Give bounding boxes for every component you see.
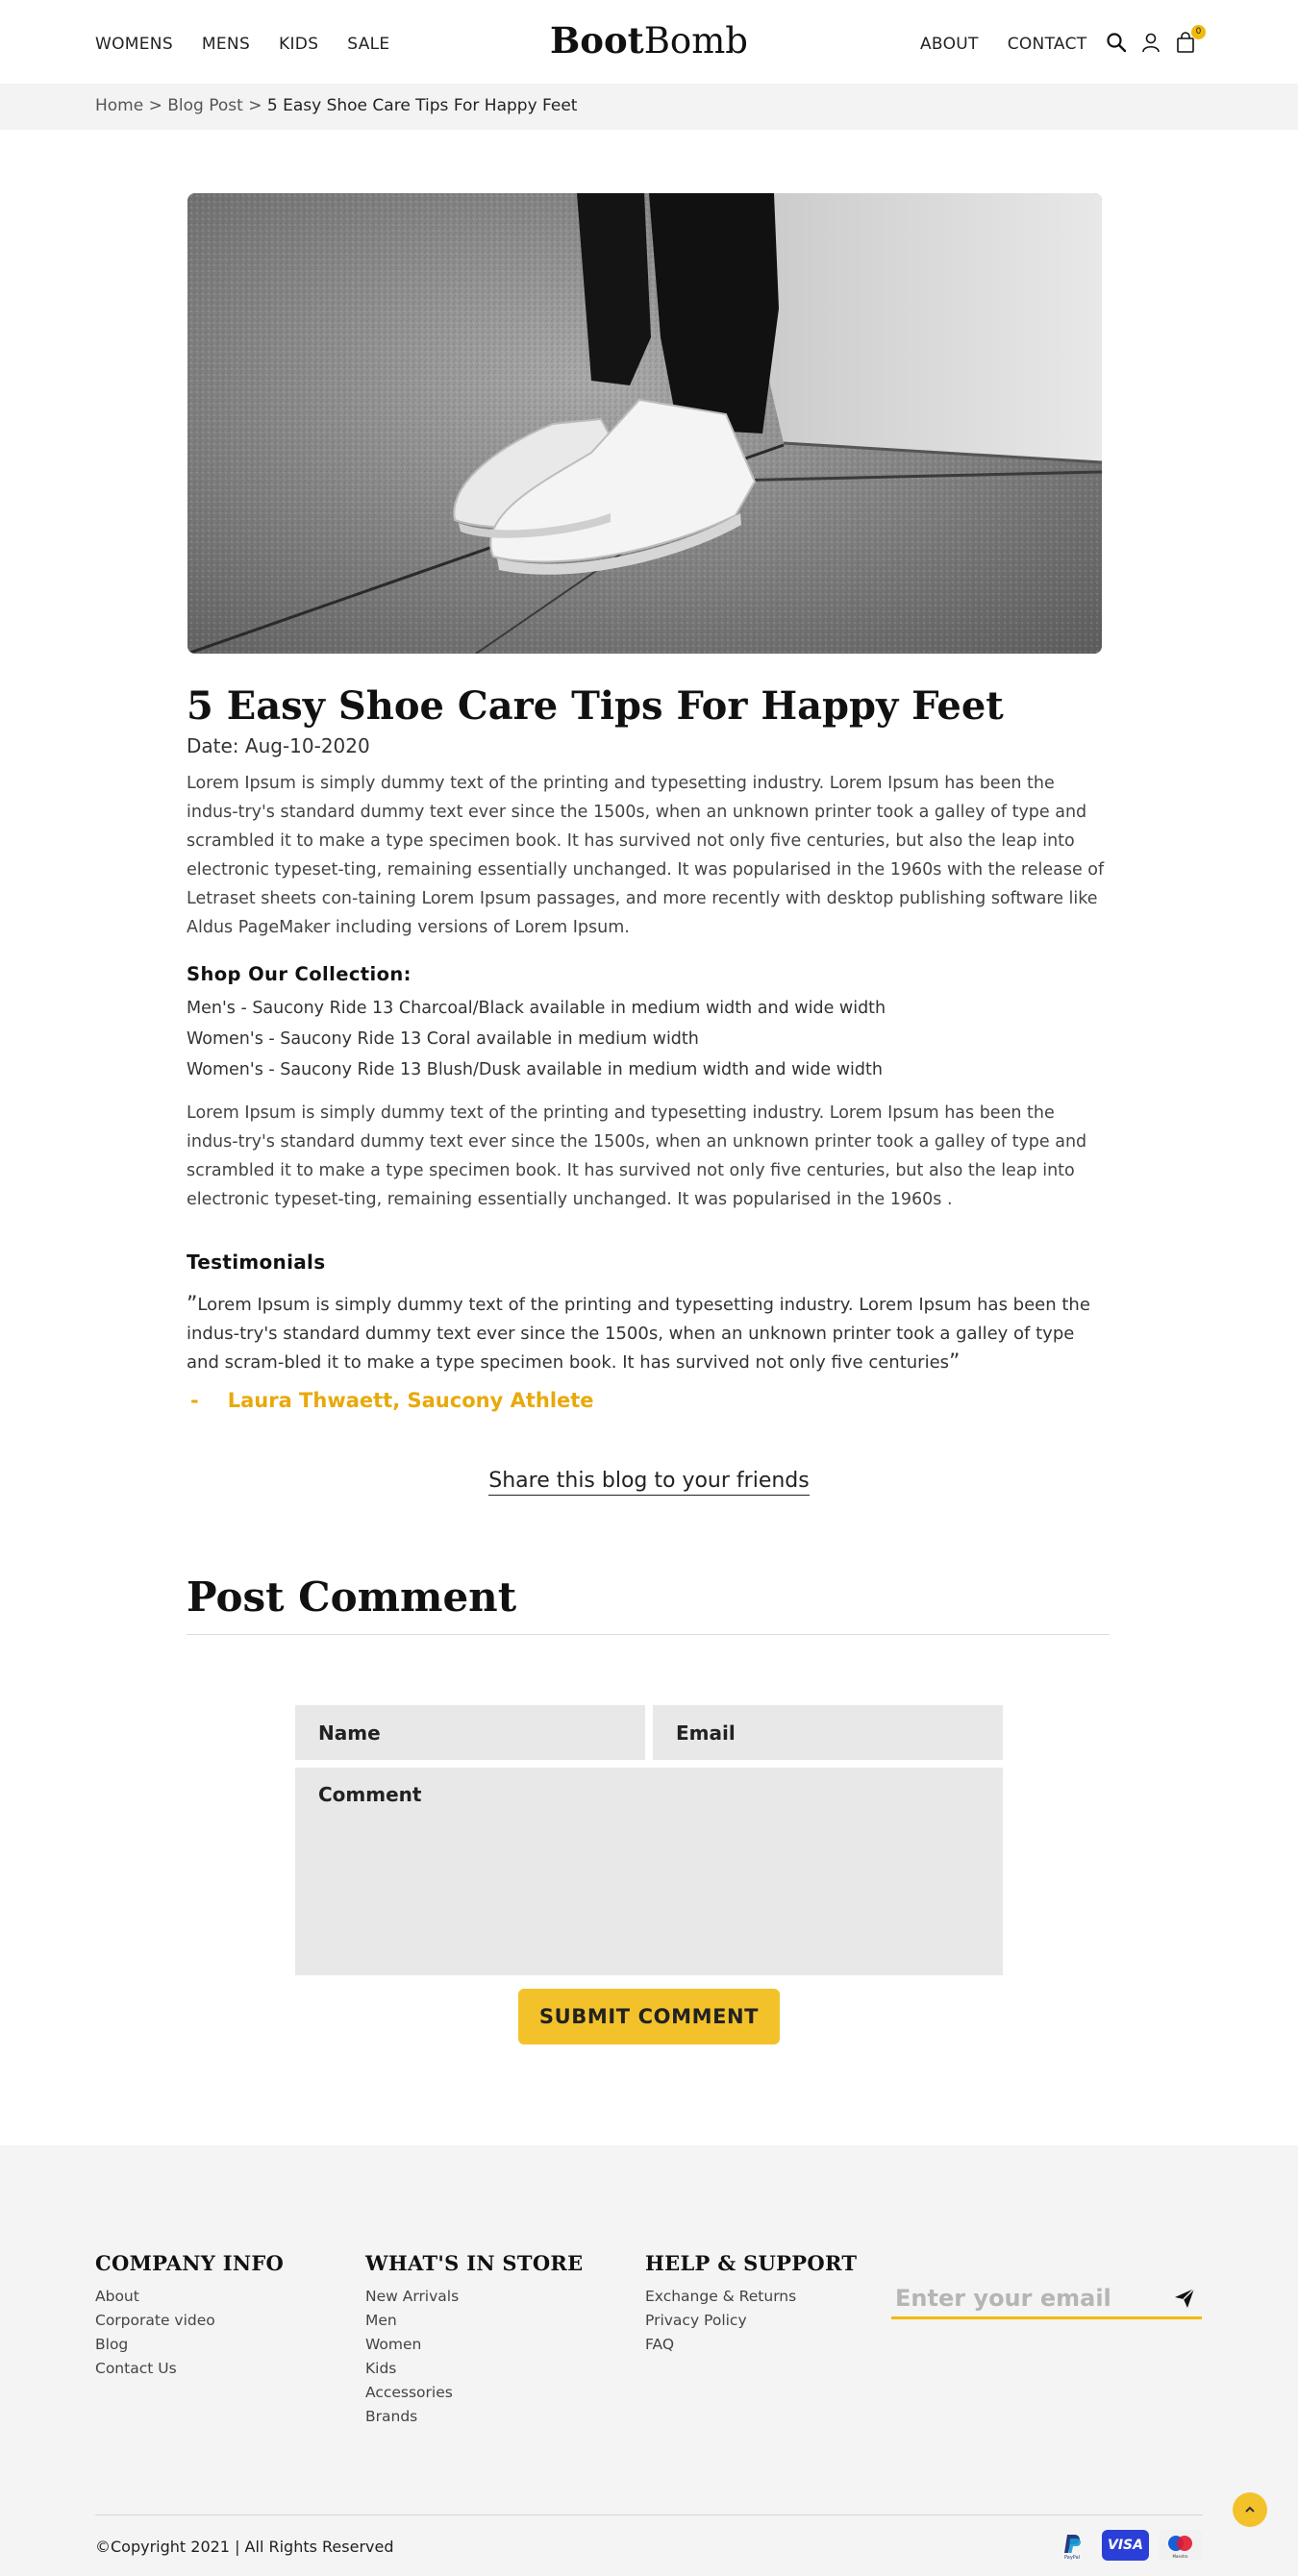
collection-item: Women's - Saucony Ride 13 Coral available in medium width <box>187 1029 699 1049</box>
breadcrumb <box>0 84 1298 130</box>
footer-link-men[interactable]: Men <box>365 2312 397 2329</box>
hero-image <box>187 193 1102 654</box>
breadcrumb-home[interactable]: Home <box>95 96 144 115</box>
cart-count-badge: 0 <box>1191 25 1206 39</box>
newsletter-form <box>891 2279 1202 2319</box>
footer-heading: COMPANY INFO <box>95 2251 285 2275</box>
footer-link-new-arrivals[interactable]: New Arrivals <box>365 2288 460 2305</box>
blog-article <box>187 681 1110 1412</box>
footer-link-kids[interactable]: Kids <box>365 2360 397 2377</box>
nav-mens[interactable]: MENS <box>201 35 251 54</box>
footer-link-brands[interactable]: Brands <box>365 2408 418 2425</box>
collection-list <box>187 993 1110 1085</box>
nav-about[interactable]: ABOUT <box>920 35 979 54</box>
footer-company-column <box>95 2251 284 2381</box>
footer-help-column <box>645 2251 857 2357</box>
logo-rest: Bomb <box>643 20 748 62</box>
article-date: Date: Aug-10-2020 <box>187 734 370 757</box>
quote-close-mark: ” <box>949 1350 961 1375</box>
nav-womens[interactable]: WOMENS <box>95 35 173 54</box>
maestro-icon <box>1159 2530 1202 2561</box>
site-logo[interactable] <box>0 19 1298 62</box>
testimonials-heading: Testimonials <box>187 1251 326 1274</box>
breadcrumb-separator: > <box>248 96 262 115</box>
article-paragraph: Lorem Ipsum is simply dummy text of the printing and typesetting industry. Lorem Ipsum has been the indus-try's standard dummy text ever since the 1500s, when an unknown printer took a galley of type and scrambled it to make a type specimen book. It has survived not only five centuries, but also the leap into electronic typeset-ting, remaining essentially unchanged. It was popularised in the 1960s with the release of Letraset sheets con-taining Lorem Ipsum passages, and more recently with desktop publishing software like Aldus PageMaker including versions of Lorem Ipsum. <box>187 774 1105 937</box>
name-field[interactable] <box>295 1705 645 1760</box>
footer-heading: WHAT'S IN STORE <box>365 2251 584 2275</box>
paypal-label: PayPal <box>1063 2555 1081 2561</box>
site-footer <box>0 2145 1298 2576</box>
breadcrumb-separator: > <box>148 96 162 115</box>
author-name: Laura Thwaett, Saucony Athlete <box>227 1389 594 1412</box>
nav-sale[interactable]: SALE <box>347 35 390 54</box>
user-icon[interactable] <box>1140 32 1161 53</box>
share-section <box>0 1469 1298 1493</box>
maestro-label: Maestro <box>1172 2554 1188 2559</box>
newsletter-email-input[interactable] <box>895 2283 1155 2314</box>
quote-text: Lorem Ipsum is simply dummy text of the printing and typesetting industry. Lorem Ipsum has been the indus-try's standard dummy text ever since the 1500s, when an unknown printer took a galley of type and scram-bled it to make a type specimen book. It has survived not only five centuries <box>187 1295 1090 1373</box>
email-field[interactable] <box>653 1705 1003 1760</box>
footer-link-women[interactable]: Women <box>365 2336 422 2353</box>
article-paragraph: Lorem Ipsum is simply dummy text of the printing and typesetting industry. Lorem Ipsum has been the indus-try's standard dummy text ever since the 1500s, when an unknown printer took a galley of type and scrambled it to make a type specimen book. It has survived not only five centuries, but also the leap into electronic typeset-ting, remaining essentially unchanged. It was popularised in the 1960s . <box>187 1103 1087 1209</box>
chevron-up-icon <box>1233 2492 1267 2527</box>
footer-store-column <box>365 2251 583 2429</box>
footer-link-corporate-video[interactable]: Corporate video <box>95 2312 215 2329</box>
comment-field[interactable] <box>295 1768 1003 1975</box>
copyright: ©Copyright 2021 | All Rights Reserved <box>95 2538 394 2556</box>
back-to-top-button[interactable] <box>1233 2492 1267 2527</box>
divider <box>187 1634 1110 1635</box>
quote-open-mark: ” <box>187 1293 198 1317</box>
footer-link-blog[interactable]: Blog <box>95 2336 129 2353</box>
footer-link-exchange-returns[interactable]: Exchange & Returns <box>645 2288 797 2305</box>
logo-bold: Boot <box>550 19 644 62</box>
nav-contact[interactable]: CONTACT <box>1007 35 1087 54</box>
search-icon[interactable] <box>1106 32 1127 53</box>
footer-link-about[interactable]: About <box>95 2288 139 2305</box>
header-icons <box>1106 27 1202 53</box>
nav-kids[interactable]: KIDS <box>279 35 319 54</box>
article-title: 5 Easy Shoe Care Tips For Happy Feet <box>187 683 1004 729</box>
collection-item: Men's - Saucony Ride 13 Charcoal/Black available in medium width and wide width <box>187 999 886 1018</box>
footer-link-accessories[interactable]: Accessories <box>365 2384 453 2401</box>
breadcrumb-current: 5 Easy Shoe Care Tips For Happy Feet <box>266 96 578 115</box>
submit-comment-button[interactable]: SUBMIT COMMENT <box>518 1989 780 2044</box>
author-dash: - <box>190 1389 199 1412</box>
testimonial-author <box>187 1389 1110 1412</box>
cart-icon[interactable] <box>1175 27 1202 53</box>
collection-heading: Shop Our Collection: <box>187 963 412 985</box>
site-header <box>0 0 1298 84</box>
share-link[interactable]: Share this blog to your friends <box>488 1469 809 1496</box>
footer-link-privacy-policy[interactable]: Privacy Policy <box>645 2312 747 2329</box>
secondary-nav <box>920 35 1086 54</box>
testimonial-quote <box>187 1291 1105 1377</box>
send-icon[interactable] <box>1173 2287 1196 2310</box>
visa-icon: VISA <box>1102 2530 1149 2561</box>
post-comment-title: Post Comment <box>187 1573 517 1621</box>
breadcrumb-blog[interactable]: Blog Post <box>167 96 243 115</box>
footer-divider <box>95 2514 1203 2515</box>
collection-item: Women's - Saucony Ride 13 Blush/Dusk available in medium width and wide width <box>187 1060 883 1079</box>
footer-heading: HELP & SUPPORT <box>645 2251 858 2275</box>
footer-link-contact[interactable]: Contact Us <box>95 2360 177 2377</box>
footer-link-faq[interactable]: FAQ <box>645 2336 675 2353</box>
paypal-icon <box>1055 2530 1089 2561</box>
